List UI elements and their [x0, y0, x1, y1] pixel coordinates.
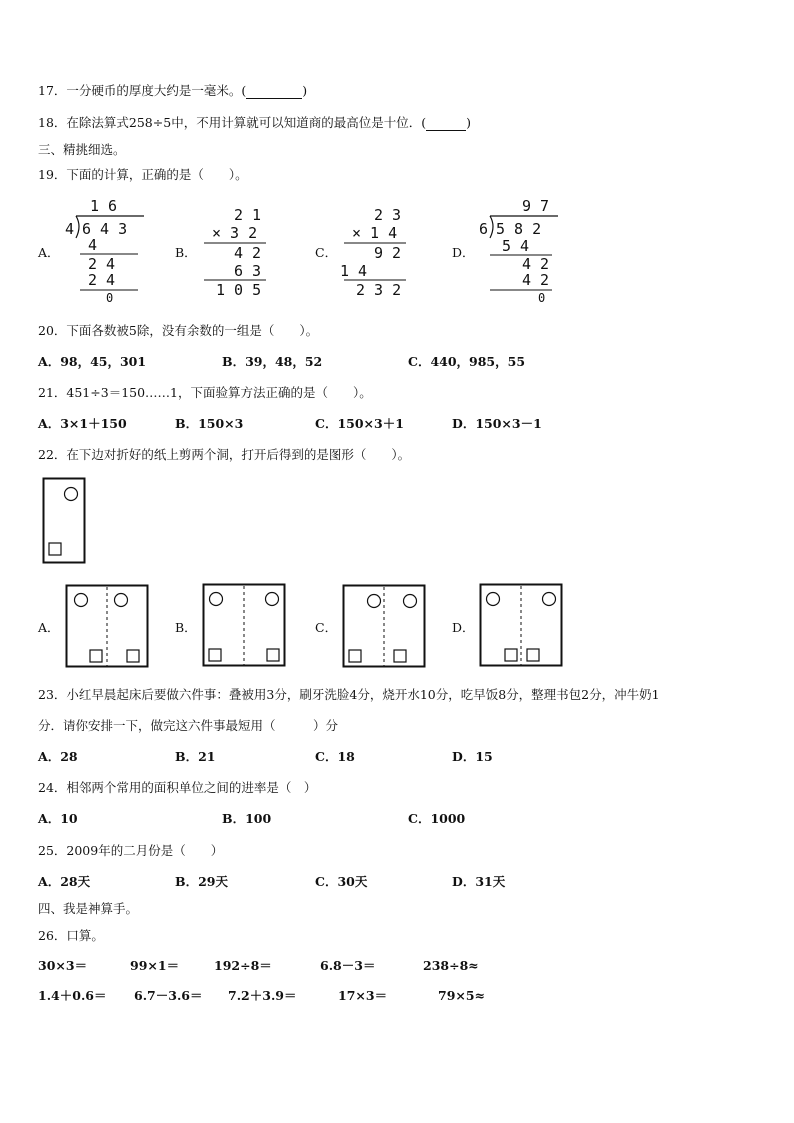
oral-item: 30×3＝: [38, 958, 88, 973]
q19-a-dividend: 6 4 3: [82, 220, 128, 238]
question-22: 22．在下边对折好的纸上剪两个洞，打开后得到的是图形（ ）。: [38, 447, 411, 462]
q18-answer-blank[interactable]: [426, 118, 466, 131]
q17-answer-blank[interactable]: [246, 86, 302, 99]
q23-option-d[interactable]: D．15: [452, 749, 493, 764]
oral-item: 79×5≈: [438, 988, 486, 1003]
q17-close: ): [302, 83, 308, 98]
q19-option-c-label[interactable]: C．: [315, 245, 338, 260]
question-23-line-1: 23．小红早晨起床后要做六件事：叠被用3分，刷牙洗脸4分，烧开水10分，吃早饭8分，整理书包2分，冲牛奶1: [38, 687, 660, 702]
q19-c-p2: 1 4: [340, 262, 368, 280]
q19-option-b-multiplication: [198, 206, 270, 298]
q19-c-result: 2 3 2: [356, 281, 402, 298]
question-19: 19．下面的计算，正确的是（ ）。: [38, 167, 248, 182]
oral-item: 7.2＋3.9＝: [228, 988, 297, 1003]
q19-option-d-division: [476, 196, 562, 304]
q20-option-a[interactable]: A．98，45，301: [38, 354, 147, 369]
q22-option-d-figure[interactable]: [479, 583, 565, 669]
q25-option-d[interactable]: D．31天: [452, 874, 506, 889]
q19-d-divisor: 6: [479, 220, 489, 238]
oral-item: 1.4＋0.6＝: [38, 988, 107, 1003]
question-24: 24．相邻两个常用的面积单位之间的进率是（ ）: [38, 780, 317, 795]
q19-a-r2: 2 4: [88, 255, 116, 273]
q19-a-r4: 0: [106, 291, 114, 304]
q22-option-c-label[interactable]: C．: [315, 620, 338, 635]
q19-d-dividend: 5 8 2: [496, 220, 542, 238]
question-25: 25．2009年的二月份是（ ）: [38, 843, 224, 858]
question-23-line-2: 分．请你安排一下，做完这六件事最短用（ ）分: [38, 718, 339, 733]
section-3-heading: 三、精挑细选。: [38, 142, 126, 157]
q22-folded-paper-figure: [42, 477, 88, 567]
q19-option-d-label[interactable]: D．: [452, 245, 475, 260]
question-26: 26．口算。: [38, 928, 104, 943]
q22-option-a-label[interactable]: A．: [38, 620, 60, 635]
q17-body: 一分硬币的厚度大约是一毫米。(: [66, 83, 247, 98]
q19-option-a-division: [62, 196, 148, 304]
q24-option-c[interactable]: C．1000: [408, 811, 466, 826]
q19-d-r1: 5 4: [502, 237, 530, 255]
q23-option-c[interactable]: C．18: [315, 749, 355, 764]
q17-text: 17．: [38, 83, 67, 98]
q20-option-c[interactable]: C．440，985，55: [408, 354, 526, 369]
q19-a-r1: 4: [88, 236, 98, 254]
q19-d-quotient: 9 7: [522, 197, 550, 215]
q21-option-a[interactable]: A．3×1＋150: [38, 416, 127, 431]
oral-item: 192÷8＝: [214, 958, 272, 973]
q25-option-c[interactable]: C．30天: [315, 874, 368, 889]
q18-close: ): [466, 115, 471, 130]
q24-option-a[interactable]: A．10: [38, 811, 78, 826]
question-18: [38, 115, 471, 131]
q19-option-b-label[interactable]: B．: [175, 245, 197, 260]
oral-item: 6.7－3.6＝: [134, 988, 203, 1003]
q21-option-d[interactable]: D．150×3－1: [452, 416, 542, 431]
question-20: 20．下面各数被5除，没有余数的一组是（ ）。: [38, 323, 319, 338]
q22-option-c-figure[interactable]: [342, 584, 428, 670]
question-17: [38, 83, 307, 99]
q22-option-b-label[interactable]: B．: [175, 620, 197, 635]
q22-option-b-figure[interactable]: [202, 583, 288, 669]
q21-option-c[interactable]: C．150×3＋1: [315, 416, 404, 431]
q25-option-a[interactable]: A．28天: [38, 874, 91, 889]
section-4-heading: 四、我是神算手。: [38, 901, 139, 916]
oral-item: 6.8－3＝: [320, 958, 376, 973]
q25-option-b[interactable]: B．29天: [175, 874, 228, 889]
q18-body: 在除法算式258÷5中，不用计算就可以知道商的最高位是十位．(: [66, 115, 427, 130]
q19-b-m1: 2 1: [234, 206, 262, 224]
q20-option-b[interactable]: B．39，48，52: [222, 354, 323, 369]
q19-d-r2: 4 2: [522, 255, 550, 273]
q19-c-m1: 2 3: [374, 206, 402, 224]
q19-a-divisor: 4: [65, 220, 75, 238]
q19-a-r3: 2 4: [88, 271, 116, 289]
q19-b-p1: 4 2: [234, 244, 262, 262]
q19-b-result: 1 0 5: [216, 281, 262, 298]
q19-option-a-label[interactable]: A．: [38, 245, 60, 260]
q22-option-a-figure[interactable]: [65, 584, 151, 670]
q19-b-p2: 6 3: [234, 262, 262, 280]
question-21: 21．451÷3＝150……1，下面验算方法正确的是（ ）。: [38, 385, 372, 400]
q22-option-d-label[interactable]: D．: [452, 620, 475, 635]
oral-item: 99×1＝: [130, 958, 180, 973]
q19-d-r3: 4 2: [522, 271, 550, 289]
q24-option-b[interactable]: B．100: [222, 811, 272, 826]
q23-option-a[interactable]: A．28: [38, 749, 78, 764]
q19-d-r4: 0: [538, 291, 546, 304]
q19-c-p1: 9 2: [374, 244, 402, 262]
q19-a-quotient: 1 6: [90, 197, 118, 215]
q21-option-b[interactable]: B．150×3: [175, 416, 244, 431]
oral-item: 17×3＝: [338, 988, 388, 1003]
q19-b-m2: × 3 2: [212, 224, 258, 242]
oral-item: 238÷8≈: [423, 958, 479, 973]
q23-option-b[interactable]: B．21: [175, 749, 216, 764]
q18-num: 18．: [38, 115, 67, 130]
q19-option-c-multiplication: [338, 206, 410, 298]
q19-c-m2: × 1 4: [352, 224, 398, 242]
